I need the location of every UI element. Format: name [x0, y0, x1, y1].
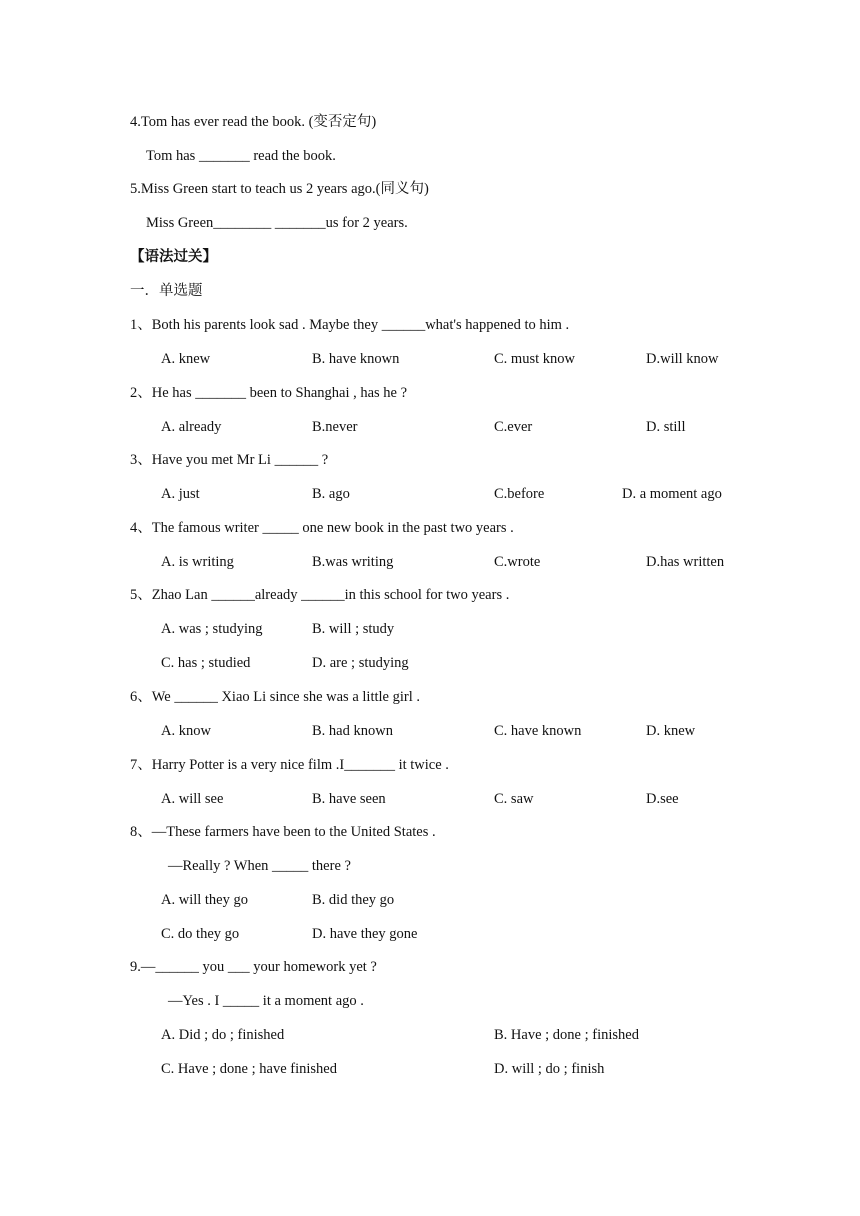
option-d: D. a moment ago: [622, 486, 722, 502]
question-stem-reply: —Yes . I _____ it a moment ago .: [168, 993, 364, 1009]
option-a: A. is writing: [161, 554, 234, 570]
option-b: B. had known: [312, 723, 393, 739]
option-b: B. ago: [312, 486, 350, 502]
option-a: A. was ; studying: [161, 621, 263, 637]
option-c: C. must know: [494, 351, 575, 367]
question-stem-reply: —Really ? When _____ there ?: [168, 858, 351, 874]
question-stem: 1、Both his parents look sad . Maybe they ______what's happened to him .: [130, 317, 570, 333]
option-c: C. has ; studied: [161, 655, 251, 671]
option-d: D. are ; studying: [312, 655, 409, 671]
option-c: C.ever: [494, 419, 533, 435]
option-c: C. saw: [494, 791, 534, 807]
option-c: C. Have ; done ; have finished: [161, 1061, 337, 1077]
option-a: A. will they go: [161, 892, 248, 908]
question-stem: 2、He has _______ been to Shanghai , has he ?: [130, 385, 408, 401]
question-stem: 5、Zhao Lan ______already ______in this school for two years .: [130, 587, 510, 603]
option-b: B. will ; study: [312, 621, 395, 637]
question-stem: 4、The famous writer _____ one new book in the past two years .: [130, 520, 514, 536]
option-c: C.before: [494, 486, 545, 502]
option-d: D.see: [646, 791, 679, 807]
question-stem: 7、Harry Potter is a very nice film .I_______ it twice .: [130, 757, 449, 773]
option-b: B.was writing: [312, 554, 394, 570]
question-stem: 6、We ______ Xiao Li since she was a little girl .: [130, 689, 420, 705]
option-a: A. know: [161, 723, 211, 739]
option-c: C.wrote: [494, 554, 541, 570]
subsection-title: 一．单选题: [130, 283, 203, 299]
question-stem: 8、—These farmers have been to the United States .: [130, 824, 436, 840]
transform-answer-4: Tom has _______ read the book.: [146, 148, 336, 164]
option-b: B. have seen: [312, 791, 386, 807]
question-stem: 3、Have you met Mr Li ______ ?: [130, 452, 329, 468]
transform-question-5: 5.Miss Green start to teach us 2 years ago.(同义句): [130, 181, 429, 197]
option-d: D. will ; do ; finish: [494, 1061, 605, 1077]
option-d: D. knew: [646, 723, 696, 739]
option-b: B. Have ; done ; finished: [494, 1027, 639, 1043]
option-a: A. knew: [161, 351, 211, 367]
section-title: 【语法过关】: [130, 249, 217, 265]
option-a: A. will see: [161, 791, 224, 807]
option-b: B. have known: [312, 351, 400, 367]
transform-question-4: 4.Tom has ever read the book. (变否定句): [130, 114, 377, 130]
option-d: D. still: [646, 419, 686, 435]
option-b: B. did they go: [312, 892, 395, 908]
option-c: C. do they go: [161, 926, 240, 942]
option-b: B.never: [312, 419, 358, 435]
transform-answer-5: Miss Green________ _______us for 2 years.: [146, 215, 408, 231]
option-d: D.will know: [646, 351, 719, 367]
option-a: A. already: [161, 419, 222, 435]
option-a: A. Did ; do ; finished: [161, 1027, 285, 1043]
option-c: C. have known: [494, 723, 582, 739]
option-a: A. just: [161, 486, 200, 502]
option-d: D.has written: [646, 554, 725, 570]
option-d: D. have they gone: [312, 926, 418, 942]
question-stem: 9.—______ you ___ your homework yet ?: [130, 959, 377, 975]
